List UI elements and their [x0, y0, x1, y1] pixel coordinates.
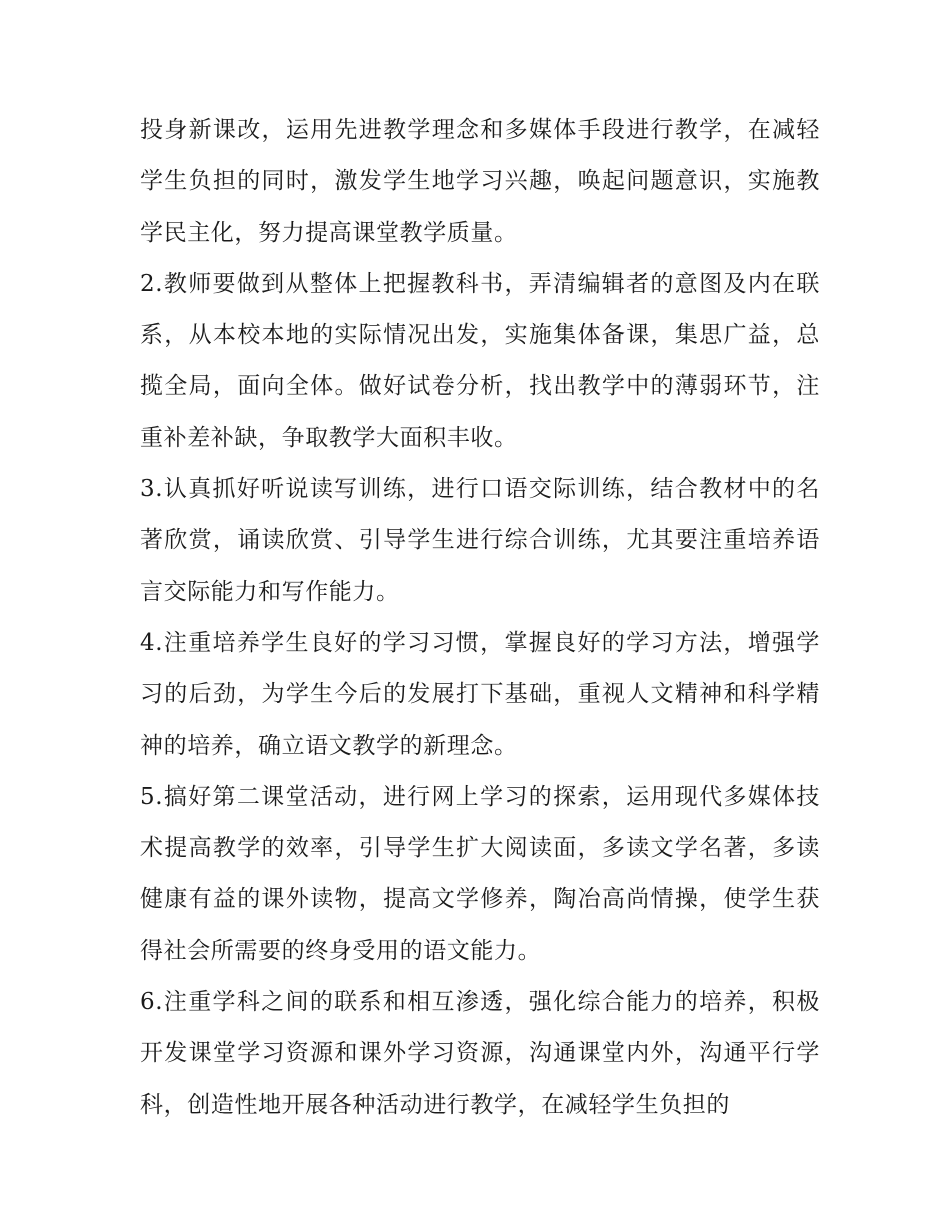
paragraph-item-4: 4.注重培养学生良好的学习习惯，掌握良好的学习方法，增强学习的后劲，为学生今后的发展打下基础，重视人文精神和科学精神的培养，确立语文教学的新理念。: [140, 629, 820, 759]
paragraph-item-2: 2.教师要做到从整体上把握教科书，弄清编辑者的意图及内在联系，从本校本地的实际情况出发，实施集体备课，集思广益，总揽全局，面向全体。做好试卷分析，找出教学中的薄弱环节，注重补差补缺，争取教学大面积丰收。: [140, 270, 820, 451]
document-page: [140, 105, 820, 1131]
paragraph-item-5: 5.搞好第二课堂活动，进行网上学习的探索，运用现代多媒体技术提高教学的效率，引导学生扩大阅读面，多读文学名著，多读健康有益的课外读物，提高文学修养，陶冶高尚情操，使学生获得社会所需要的终身受用的语文能力。: [140, 783, 820, 964]
paragraph-item-3: 3.认真抓好听说读写训练，进行口语交际训练，结合教材中的名著欣赏，诵读欣赏、引导学生进行综合训练，尤其要注重培养语言交际能力和写作能力。: [140, 476, 820, 605]
paragraph-intro: 投身新课改，运用先进教学理念和多媒体手段进行教学，在减轻学生负担的同时，激发学生地学习兴趣，唤起问题意识，实施教学民主化，努力提高课堂教学质量。: [140, 117, 820, 246]
paragraph-item-6: 6.注重学科之间的联系和相互渗透，强化综合能力的培养，积极开发课堂学习资源和课外学习资源，沟通课堂内外，沟通平行学科，创造性地开展各种活动进行教学，在减轻学生负担的: [140, 989, 820, 1118]
